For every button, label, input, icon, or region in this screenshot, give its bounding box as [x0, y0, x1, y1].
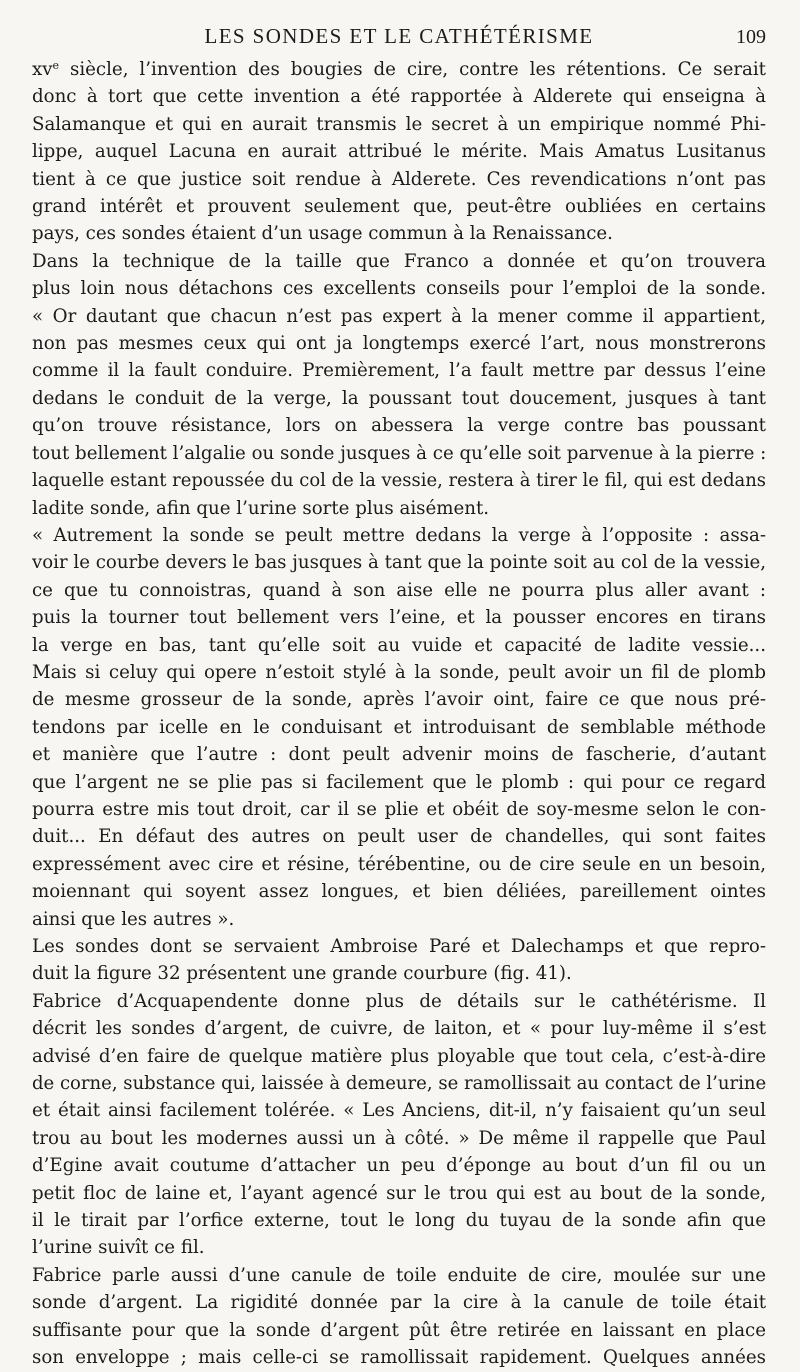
text-line [32, 56, 766, 83]
text-line: Fabrice d’Acquapendente donne plus de détails sur le cathétérisme. Il [32, 990, 766, 1012]
text-line: puis la tourner tout bellement vers l’eine, et la pousser encores en tirans [32, 607, 766, 629]
text-line: il le tirait par l’orfice externe, tout le long du tuyau de la sonde afin que [32, 1210, 766, 1232]
text-line: qu’on trouve résistance, lors on abessera la verge contre bas poussant [32, 415, 766, 437]
text-line: dedans le conduit de la verge, la poussant tout doucement, jusques à tant [32, 387, 766, 409]
text-line: de mesme grosseur de la sonde, après l’avoir oint, faire ce que nous pré- [32, 689, 766, 711]
text-line: et manière que l’autre : dont peult advenir moins de fascherie, d’autant [32, 744, 766, 766]
text-line: sonde d’argent. La rigidité donnée par la cire à la canule de toile était [32, 1292, 766, 1314]
text-line: pourra estre mis tout droit, car il se plie et obéit de soy-mesme selon le con- [32, 798, 766, 820]
text-line: l’urine suivît ce fil. [32, 1237, 205, 1259]
text-line: laquelle estant repoussée du col de la vessie, restera à tirer le fil, qui est dedans [32, 470, 767, 492]
text-line: grand intérêt et prouvent seulement que, peut-être oubliées en certains [32, 196, 766, 218]
page-header [32, 22, 766, 56]
line-text: siècle, l’invention des bougies de cire, contre les rétentions. Ce serait [59, 59, 766, 80]
body-text [32, 56, 766, 1372]
text-line: ladite sonde, afin que l’urine sorte plus aisément. [32, 497, 490, 519]
text-line: Mais si celuy qui opere n’estoit stylé à la sonde, peult avoir un fil de plomb [32, 661, 766, 683]
text-line: et était ainsi facilement tolérée. « Les Anciens, dit-il, n’y faisaient qu’un seul [32, 1100, 766, 1122]
century-numeral: xv [32, 59, 53, 80]
page-number: 109 [736, 26, 766, 48]
text-line: décrit les sondes d’argent, de cuivre, de laiton, et « pour luy-même il s’est [32, 1018, 766, 1040]
text-line: duit... En défaut des autres on peult user de chandelles, qui sont faites [32, 826, 766, 848]
text-line: suffisante pour que la sonde d’argent pût être retirée en laissant en place [32, 1319, 766, 1341]
text-line: voir le courbe devers le bas jusques à tant que la pointe soit au col de la vessie, [32, 552, 767, 574]
text-line: « Autrement la sonde se peult mettre dedans la verge à l’opposite : assa- [32, 524, 766, 546]
text-line: Salamanque et qui en aurait transmis le secret à un empirique nommé Phi- [32, 113, 766, 135]
text-line: de corne, substance qui, laissée à demeure, se ramollissait au contact de l’urine [32, 1073, 767, 1095]
text-line: trou au bout les modernes aussi un à côté. » De même il rappelle que Paul [32, 1127, 766, 1149]
superscript: e [52, 59, 60, 72]
text-line: donc à tort que cette invention a été rapportée à Alderete qui enseigna à [32, 86, 766, 108]
text-line: advisé d’en faire de quelque matière plus ployable que tout cela, c’est-à-dire [32, 1045, 766, 1067]
text-line: moiennant qui soyent assez longues, et bien déliées, pareillement ointes [32, 881, 766, 903]
text-line: pays, ces sondes étaient d’un usage commun à la Renaissance. [32, 223, 613, 245]
text-line: tient à ce que justice soit rendue à Alderete. Ces revendications n’ont pas [32, 168, 766, 190]
text-line: plus loin nous détachons ces excellents conseils pour l’emploi de la sonde. [32, 278, 766, 300]
text-line: Dans la technique de la taille que Franco a donnée et qu’on trouvera [32, 250, 766, 272]
text-line: Les sondes dont se servaient Ambroise Paré et Dalechamps et que repro- [32, 936, 766, 957]
text-line: ainsi que les autres ». [32, 908, 235, 930]
text-line: « Or dautant que chacun n’est pas expert à la mener comme il appartient, [32, 305, 766, 327]
text-line: d’Egine avait coutume d’attacher un peu d’éponge au bout d’un fil ou un [32, 1155, 766, 1177]
text-line: duit la figure 32 présentent une grande courbure (fig. 41). [32, 963, 572, 985]
text-line: tendons par icelle en le conduisant et introduisant de semblable méthode [32, 716, 766, 738]
text-line: ce que tu connoistras, quand à son aise elle ne pourra plus aller avant : [32, 579, 766, 601]
text-line: son enveloppe ; mais celle-ci se ramollissait rapidement. Quelques années [32, 1347, 766, 1369]
text-line: non pas mesmes ceux qui ont ja longtemps exercé l’art, nous monstrerons [32, 333, 766, 355]
text-line: la verge en bas, tant qu’elle soit au vuide et capacité de ladite vessie... [32, 634, 766, 656]
text-line: expressément avec cire et résine, térébentine, ou de cire seule en un besoin, [32, 853, 766, 875]
text-line: petit floc de laine et, l’ayant agencé sur le trou qui est au bout de la sonde, [32, 1182, 766, 1204]
text-line: que l’argent ne se plie pas si facilement que le plomb : qui pour ce regard [32, 771, 766, 793]
running-head: LES SONDES ET LE CATHÉTÉRISME [204, 24, 594, 48]
text-line: comme il la fault conduire. Premièrement, l’a fault mettre par dessus l’eine [32, 360, 766, 382]
text-line: Fabrice parle aussi d’une canule de toile enduite de cire, moulée sur une [32, 1264, 766, 1286]
text-line: tout bellement l’algalie ou sonde jusques à ce qu’elle soit parvenue à la pierre : [32, 442, 767, 464]
text-line: lippe, auquel Lacuna en aurait attribué le mérite. Mais Amatus Lusitanus [32, 141, 766, 163]
